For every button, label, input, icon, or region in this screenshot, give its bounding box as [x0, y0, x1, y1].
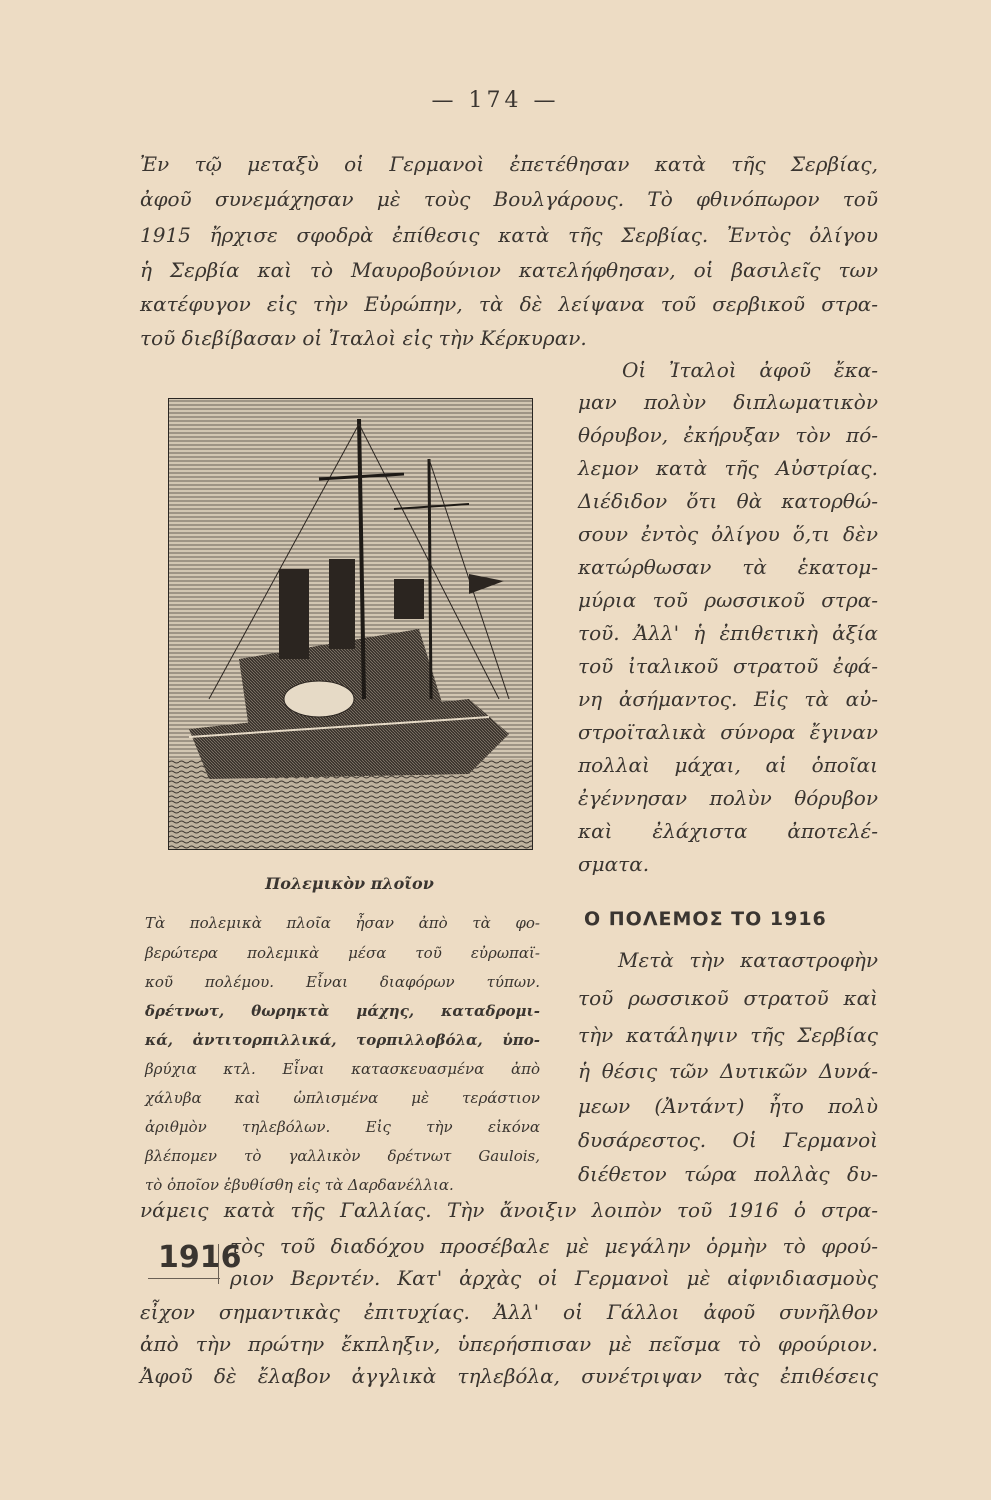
caption-line: κοῦ πολέμου. Εἶναι διαφόρων τύπων. — [145, 973, 540, 991]
intro-line: τοῦ διεβίβασαν οἱ Ἰταλοὶ εἰς τὴν Κέρκυραν. — [140, 326, 587, 350]
caption-line: χάλυβα καὶ ὡπλισμένα μὲ τεράστιον — [145, 1089, 540, 1107]
section-line: διέθετον τώρα πολλὰς δυ- — [578, 1162, 878, 1186]
section-line: ἡ θέσις τῶν Δυτικῶν Δυνά- — [578, 1059, 878, 1083]
intro-line: Ἐν τῷ μεταξὺ οἱ Γερμανοὶ ἐπετέθησαν κατὰ τῆς Σερβίας, — [140, 152, 878, 176]
caption-line: Τὰ πολεμικὰ πλοῖα ἦσαν ἀπὸ τὰ φο- — [145, 914, 540, 932]
caption-line: βερώτερα πολεμικὰ μέσα τοῦ εὐρωπαϊ- — [145, 944, 540, 962]
right-column-line: θόρυβον, ἐκήρυξαν τὸν πό- — [578, 423, 878, 447]
right-column-line: τοῦ. Ἀλλ' ἡ ἐπιθετικὴ ἀξία — [578, 621, 878, 645]
caption-line: βρύχια κτλ. Εἶναι κατασκευασμένα ἀπὸ — [145, 1060, 540, 1078]
right-column-line: Οἱ Ἰταλοὶ ἀφοῦ ἔκα- — [622, 358, 878, 382]
bottom-line: ἀπὸ τὴν πρώτην ἔκπληξιν, ὑπερήσπισαν μὲ πεῖσμα τὸ φρούριον. — [140, 1332, 878, 1356]
margin-rule — [148, 1278, 220, 1279]
caption-line: ἀριθμὸν τηλεβόλων. Εἰς τὴν εἰκόνα — [145, 1118, 540, 1136]
right-column-line: τοῦ ἰταλικοῦ στρατοῦ ἐφά- — [578, 654, 878, 678]
right-column-line: ἐγέννησαν πολὺν θόρυβον — [578, 786, 878, 810]
page-number: — 174 — — [431, 88, 560, 113]
caption-line: τὸ ὁποῖον ἐβυθίσθη εἰς τὰ Δαρδανέλλια. — [145, 1176, 454, 1194]
right-column-line: καὶ ἐλάχιστα ἀποτελέ- — [578, 819, 878, 843]
right-column-line: Διέδιδον ὅτι θὰ κατορθώ- — [578, 489, 878, 513]
right-column-line: μύρια τοῦ ρωσσικοῦ στρα- — [578, 588, 878, 612]
right-column-line: μαν πολὺν διπλωματικὸν — [578, 390, 878, 414]
bottom-line: εἶχον σημαντικὰς ἐπιτυχίας. Ἀλλ' οἱ Γάλλοι ἀφοῦ συνῆλθον — [140, 1300, 878, 1324]
section-line: Μετὰ τὴν καταστροφὴν — [618, 948, 878, 972]
right-column-line: σουν ἐντὸς ὀλίγου ὅ,τι δὲν — [578, 522, 878, 546]
section-line: μεων (Ἀντάντ) ἦτο πολὺ — [578, 1094, 878, 1118]
bottom-line: Ἀφοῦ δὲ ἔλαβον ἀγγλικὰ τηλεβόλα, συνέτριψαν τὰς ἐπιθέσεις — [140, 1364, 878, 1388]
section-line: τοῦ ρωσσικοῦ στρατοῦ καὶ — [578, 986, 878, 1010]
right-column-line: στροϊταλικὰ σύνορα ἔγιναν — [578, 720, 878, 744]
caption-line: δρέτνωτ, θωρηκτὰ μάχης, καταδρομι- — [145, 1002, 540, 1020]
section-line: τὴν κατάληψιν τῆς Σερβίας — [578, 1023, 878, 1047]
bottom-line: νάμεις κατὰ τῆς Γαλλίας. Τὴν ἄνοιξιν λοιπὸν τοῦ 1916 ὁ στρα- — [140, 1198, 878, 1222]
caption-line: κά, ἀντιτορπιλλικά, τορπιλλοβόλα, ὑπο- — [145, 1031, 540, 1049]
caption-line: βλέπομεν τὸ γαλλικὸν δρέτνωτ Gaulois, — [145, 1147, 540, 1165]
bottom-line: ριον Βερντέν. Κατ' ἀρχὰς οἱ Γερμανοὶ μὲ αἰφνιδιασμοὺς — [230, 1266, 878, 1290]
right-column-line: νη ἀσήμαντος. Εἰς τὰ αὐ- — [578, 687, 878, 711]
intro-line: ἡ Σερβία καὶ τὸ Μαυροβούνιον κατελήφθησαν, οἱ βασιλεῖς των — [140, 258, 878, 282]
right-column-line: κατώρθωσαν τὰ ἑκατομ- — [578, 555, 878, 579]
image-caption: Πολεμικὸν πλοῖον — [265, 874, 434, 893]
intro-line: 1915 ἤρχισε σφοδρὰ ἐπίθεσις κατὰ τῆς Σερβίας. Ἐντὸς ὀλίγου — [140, 223, 878, 247]
margin-year: 1916 — [158, 1240, 242, 1275]
section-line: δυσάρεστος. Οἱ Γερμανοὶ — [578, 1128, 878, 1152]
warship-engraving — [168, 398, 533, 850]
bottom-line: τὸς τοῦ διαδόχου προσέβαλε μὲ μεγάλην ὁρμὴν τὸ φρού- — [230, 1234, 878, 1258]
intro-line: ἀφοῦ συνεμάχησαν μὲ τοὺς Βουλγάρους. Τὸ φθινόπωρον τοῦ — [140, 187, 878, 211]
right-column-line: λεμον κατὰ τῆς Αὐστρίας. — [578, 456, 878, 480]
intro-line: κατέφυγον εἰς τὴν Εὐρώπην, τὰ δὲ λείψανα τοῦ σερβικοῦ στρα- — [140, 292, 878, 316]
section-heading: Ο ΠΟΛΕΜΟΣ ΤΟ 1916 — [584, 908, 827, 930]
right-column-line: σματα. — [578, 852, 650, 876]
right-column-line: πολλαὶ μάχαι, αἱ ὁποῖαι — [578, 753, 878, 777]
margin-rule — [218, 1244, 219, 1284]
